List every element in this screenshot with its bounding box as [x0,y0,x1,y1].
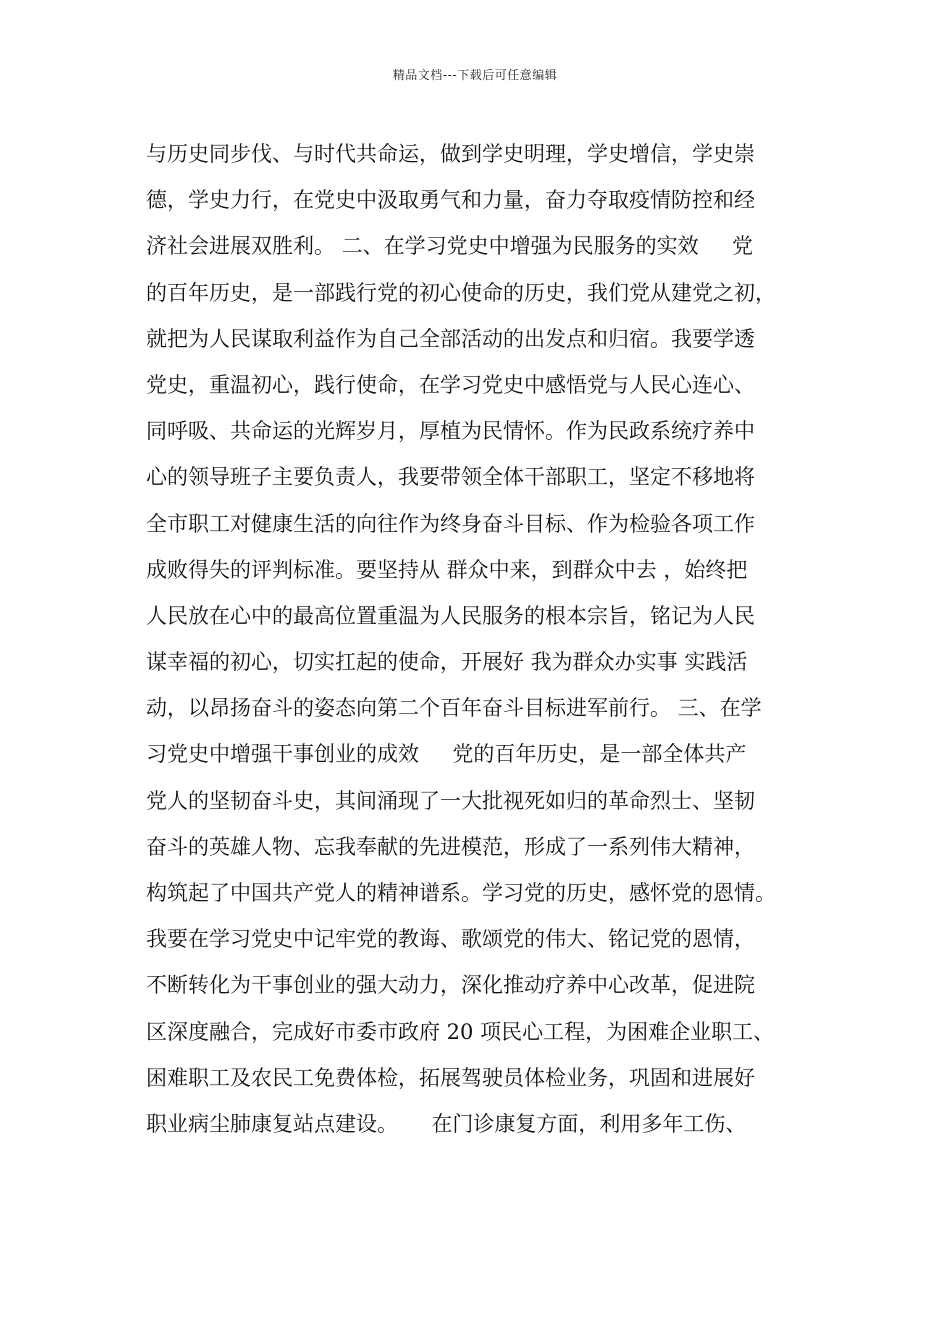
body-line: 全市职工对健康生活的向往作为终身奋斗目标、作为检验各项工作 [146,511,755,536]
body-line: 德，学史力行，在党史中汲取勇气和力量，奋力夺取疫情防控和经 [146,188,755,213]
body-line: 同呼吸、共命运的光辉岁月，厚植为民情怀。作为民政系统疗养中 [146,419,755,444]
body-line: 不断转化为干事创业的强大动力，深化推动疗养中心改革，促进院 [146,973,755,998]
body-line: 的百年历史，是一部践行党的初心使命的历史，我们党从建党之初， [146,280,776,305]
body-line: 谋幸福的初心，切实扛起的使命，开展好 我为群众办实事 实践活 [146,650,748,675]
body-line: 困难职工及农民工免费体检，拓展驾驶员体检业务，巩固和进展好 [146,1065,755,1090]
body-line: 心的领导班子主要负责人，我要带领全体干部职工，坚定不移地将 [146,465,755,490]
body-line: 党史，重温初心，践行使命，在学习党史中感悟党与人民心连心、 [146,372,755,397]
body-line: 区深度融合，完成好市委市政府 20 项民心工程，为困难企业职工、 [146,1019,775,1044]
page-header: 精品文档---下载后可任意编辑 [392,68,558,82]
body-line: 人民放在心中的最高位置重温为人民服务的根本宗旨，铭记为人民 [146,603,755,628]
body-line: 构筑起了中国共产党人的精神谱系。学习党的历史，感怀党的恩情。 [146,881,776,905]
body-line: 就把为人民谋取利益作为自己全部活动的出发点和归宿。我要学透 [146,326,755,351]
body-line: 习党史中增强干事创业的成效 党的百年历史，是一部全体共产 [146,742,747,767]
body-line: 动，以昂扬奋斗的姿态向第二个百年奋斗目标进军前行。 三、在学 [146,696,762,721]
body-line: 我要在学习党史中记牢党的教诲、歌颂党的伟大、铭记党的恩情， [146,927,755,952]
body-line: 济社会进展双胜利。 二、在学习党史中增强为民服务的实效 党 [146,234,754,259]
document-body [146,131,846,1147]
body-line: 成败得失的评判标准。要坚持从 群众中来，到群众中去 ，始终把 [146,557,748,582]
body-line: 与历史同步伐、与时代共命运，做到学史明理，学史增信，学史崇 [146,142,755,166]
body-line: 党人的坚韧奋斗史，其间涌现了一大批视死如归的革命烈士、坚韧 [146,788,755,813]
body-line: 奋斗的英雄人物、忘我奉献的先进模范，形成了一系列伟大精神， [146,834,755,859]
body-line: 职业病尘肺康复站点建设。 在门诊康复方面，利用多年工伤、 [146,1111,747,1136]
